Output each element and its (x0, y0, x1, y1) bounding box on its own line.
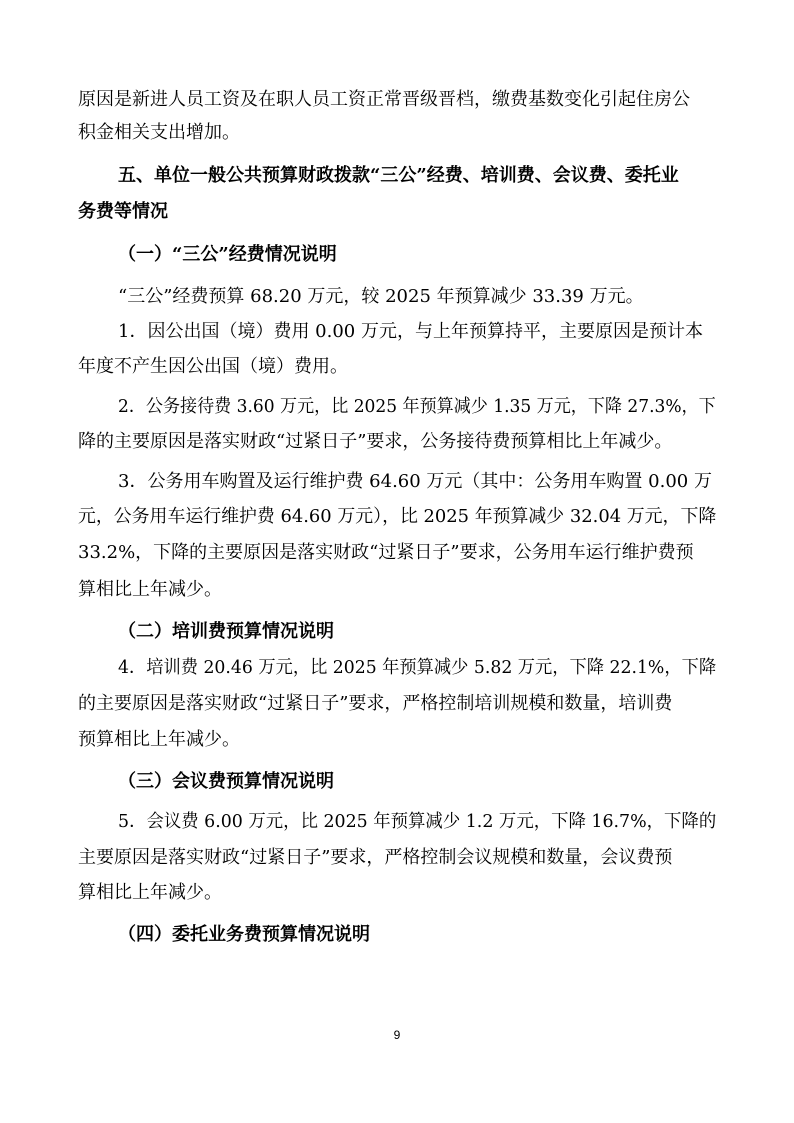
paragraph-line: 积金相关支出增加。 (78, 122, 240, 143)
paragraph-line: 1．因公出国（境）费用 0.00 万元，与上年预算持平，主要原因是预计本 (118, 321, 703, 342)
section-heading: 务费等情况 (78, 201, 168, 222)
paragraph-line: 5．会议费 6.00 万元，比 2025 年预算减少 1.2 万元，下降 16.7%，下降的 (118, 811, 717, 832)
paragraph-line: 预算相比上年减少。 (78, 729, 240, 750)
page-number: 9 (393, 1028, 401, 1042)
paragraph-line: 3．公务用车购置及运行维护费 64.60 万元（其中：公务用车购置 0.00 万 (118, 471, 712, 492)
paragraph-line: 33.2%，下降的主要原因是落实财政“过紧日子”要求，公务用车运行维护费预 (78, 542, 694, 563)
paragraph-line: 主要原因是落实财政“过紧日子”要求，严格控制会议规模和数量，会议费预 (78, 847, 673, 868)
subsection-heading: （三）会议费预算情况说明 (118, 771, 334, 792)
paragraph-line: “三公”经费预算 68.20 万元，较 2025 年预算减少 33.39 万元。 (118, 286, 644, 307)
paragraph-line: 的主要原因是落实财政“过紧日子”要求，严格控制培训规模和数量，培训费 (78, 693, 673, 714)
paragraph-line: 降的主要原因是落实财政“过紧日子”要求，公务接待费预算相比上年减少。 (78, 431, 673, 452)
paragraph-line: 算相比上年减少。 (78, 882, 222, 903)
section-heading: 五、单位一般公共预算财政拨款“三公”经费、培训费、会议费、委托业 (118, 165, 679, 186)
paragraph-line: 2．公务接待费 3.60 万元，比 2025 年预算减少 1.35 万元，下降 27.3%，下 (118, 396, 716, 417)
paragraph-line: 4．培训费 20.46 万元，比 2025 年预算减少 5.82 万元，下降 22.1%，下降 (118, 657, 717, 678)
subsection-heading: （一）“三公”经费情况说明 (118, 244, 337, 265)
paragraph-line: 元，公务用车运行维护费 64.60 万元），比 2025 年预算减少 32.04 万元，下降 (78, 506, 717, 527)
paragraph-line: 算相比上年减少。 (78, 579, 222, 600)
subsection-heading: （四）委托业务费预算情况说明 (118, 924, 370, 945)
paragraph-line: 原因是新进人员工资及在职人员工资正常晋级晋档，缴费基数变化引起住房公 (78, 89, 690, 110)
subsection-heading: （二）培训费预算情况说明 (118, 621, 334, 642)
paragraph-line: 年度不产生因公出国（境）费用。 (78, 356, 348, 377)
